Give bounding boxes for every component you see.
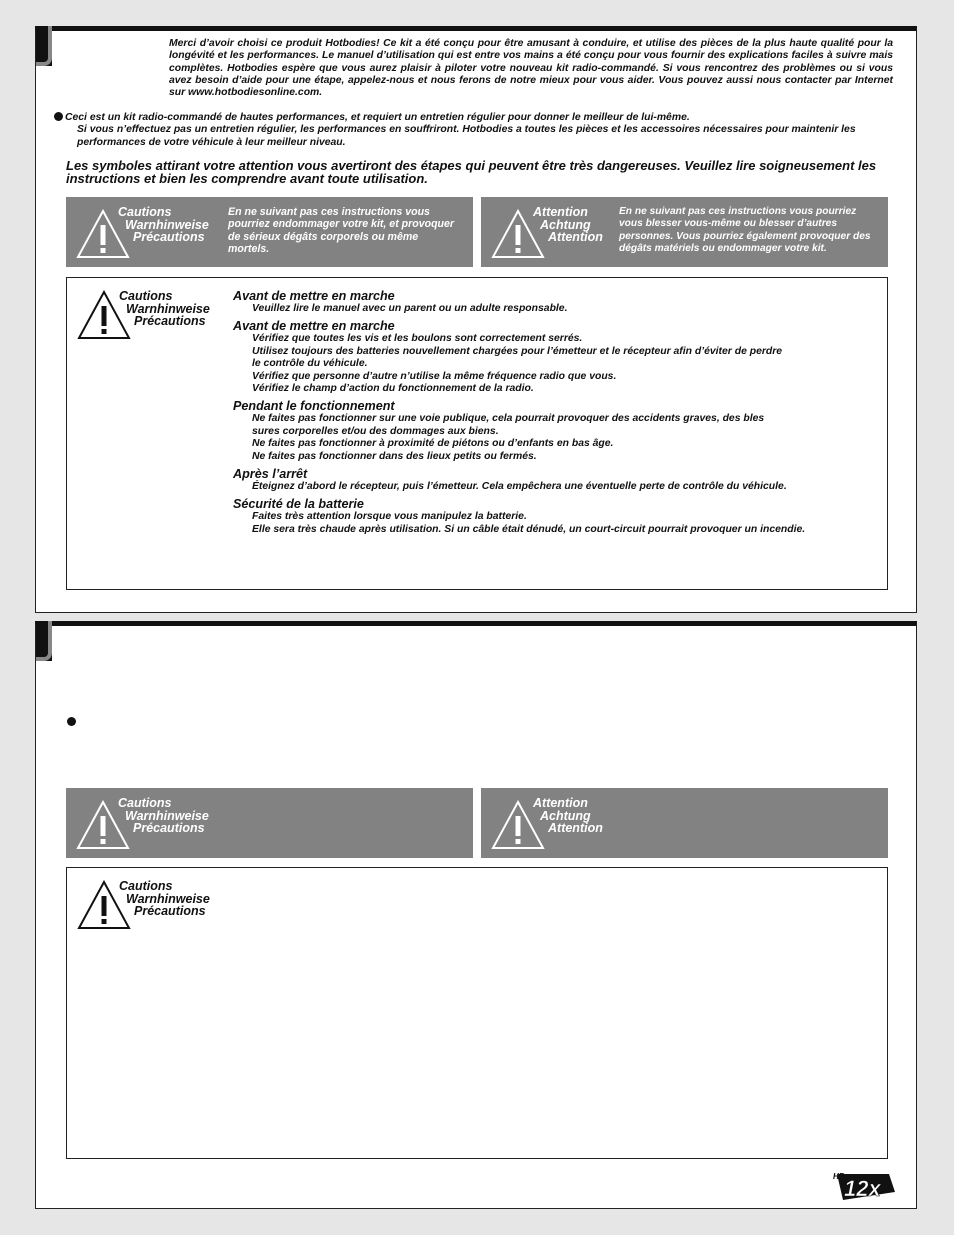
blank-section-panel <box>35 621 917 1209</box>
maintenance-note <box>54 112 884 149</box>
intro-paragraph: Merci d’avoir choisi ce produit Hotbodies! Ce kit a été conçu pour être amusant à conduire, et utilise des pièces de la plus haute qualité pour la longévité et les performances. Le manuel d’utilisation qui est entre vos mains a été conçu pour vous fournir des explications faciles à suivre mais complètes. Hotbodies espère que vous aurez plaisir à piloter votre nouveau kit radio-commandé. Si vous rencontrez des problèmes ou si vous avez besoin d’aide pour une étape, appelez-nous et nous ferons de notre mieux pour vous aider. Vous pouvez aussi nous contacter par Internet sur www.hotbodiesonline.com. <box>169 38 893 99</box>
section-title: Après l’arrêt <box>233 467 308 482</box>
section-line: Utilisez toujours des batteries nouvellement chargées pour l’émetteur et le récepteur afin d’éviter de perdre <box>252 345 783 357</box>
cautions-detail-box <box>66 277 888 590</box>
section-line: Veuillez lire le manuel avec un parent ou un adulte responsable. <box>252 303 568 314</box>
section-line: Éteignez d’abord le récepteur, puis l’émetteur. Cela empêchera une éventuelle perte de contrôle du véhicule. <box>252 481 787 493</box>
maintenance-note-first: Ceci est un kit radio-commandé de hautes performances, et requiert un entretien régulier pour donner le meilleur de lui-même. <box>65 112 690 123</box>
attention-legend-box <box>481 788 888 858</box>
attention-description: En ne suivant pas ces instructions vous pourriez vous blesser vous-même ou blesser d’autres personnes. Vous pourriez également provoquer des dégâts matériels ou endommager votre kit. <box>619 206 871 255</box>
attention-legend-box <box>481 197 888 267</box>
label-cautions: Cautions <box>118 205 172 219</box>
label-attention: Attention <box>533 796 588 810</box>
label-attention-fr: Attention <box>548 821 603 835</box>
label-cautions: Cautions <box>119 879 173 893</box>
section-line: Faites très attention lorsque vous manipulez la batterie. <box>252 511 527 523</box>
maintenance-note-rest: Si vous n’effectuez pas un entretien régulier, les performances en souffriront. Hotbodies a toutes les pièces et les accessoires nécessaires pour maintenir les performances de votre véhicule à leur meilleur niveau. <box>77 124 856 148</box>
section-line: Ne faites pas fonctionner dans des lieux petits ou fermés. <box>252 450 537 462</box>
label-attention: Attention <box>533 205 588 219</box>
section-tab-marker <box>36 26 52 66</box>
logo-main-text: 12x <box>844 1176 881 1201</box>
section-title: Pendant le fonctionnement <box>233 399 395 414</box>
label-precautions: Précautions <box>134 314 206 328</box>
label-warnhinweise: Warnhinweise <box>126 891 210 906</box>
label-attention-fr: Attention <box>548 230 603 244</box>
label-achtung: Achtung <box>540 217 591 232</box>
label-precautions: Précautions <box>133 230 205 244</box>
cautions-legend-box <box>66 788 473 858</box>
label-warnhinweise: Warnhinweise <box>126 301 210 316</box>
label-warnhinweise: Warnhinweise <box>125 217 209 232</box>
section-line: Vérifiez que personne d’autre n’utilise la même fréquence radio que vous. <box>252 370 617 382</box>
bullet-icon <box>67 717 76 726</box>
cautions-description: En ne suivant pas ces instructions vous pourriez endommager votre kit, et provoquer de sérieux dégâts corporels ou même mortels. <box>228 206 455 256</box>
attention-labels <box>533 797 603 835</box>
bullet-icon <box>54 112 63 121</box>
section-line: sures corporelles et/ou des dommages aux biens. <box>252 425 499 437</box>
cautions-labels <box>118 797 209 835</box>
section-title: Sécurité de la batterie <box>233 497 364 512</box>
label-warnhinweise: Warnhinweise <box>125 808 209 823</box>
label-achtung: Achtung <box>540 808 591 823</box>
caution-sections <box>233 290 873 536</box>
section-line: Vérifiez le champ d’action du fonctionnement de la radio. <box>252 383 534 395</box>
cautions-labels <box>119 290 210 328</box>
french-section-panel <box>35 26 917 613</box>
label-cautions: Cautions <box>118 796 172 810</box>
label-cautions: Cautions <box>119 289 173 303</box>
warning-heading: Les symboles attirant votre attention vous avertiront des étapes qui peuvent être très dangereuses. Veuillez lire soigneusement les instructions et bien les comprendre avant toute utilisation. <box>66 158 877 186</box>
section-line: Elle sera très chaude après utilisation. Si un câble était dénudé, un court-circuit pourrait provoquer un incendie. <box>252 523 806 535</box>
attention-labels <box>533 206 603 244</box>
cautions-labels <box>118 206 209 244</box>
section-line: Ne faites pas fonctionner à proximité de piétons ou d’enfants en bas âge. <box>252 438 614 450</box>
section-line: Ne faites pas fonctionner sur une voie publique, cela pourrait provoquer des accidents graves, des bles <box>252 413 765 425</box>
label-precautions: Précautions <box>133 821 205 835</box>
section-title: Avant de mettre en marche <box>233 319 395 334</box>
hb-12x-logo <box>829 1166 897 1202</box>
cautions-detail-box <box>66 867 888 1159</box>
cautions-labels <box>119 880 210 918</box>
logo-small-text: HB <box>833 1172 845 1181</box>
section-title: Avant de mettre en marche <box>233 289 395 303</box>
label-precautions: Précautions <box>134 904 206 918</box>
section-line: Vérifiez que toutes les vis et les boulons sont correctement serrés. <box>252 333 583 345</box>
section-line: le contrôle du véhicule. <box>252 358 368 370</box>
section-tab-marker <box>36 621 52 661</box>
cautions-legend-box <box>66 197 473 267</box>
